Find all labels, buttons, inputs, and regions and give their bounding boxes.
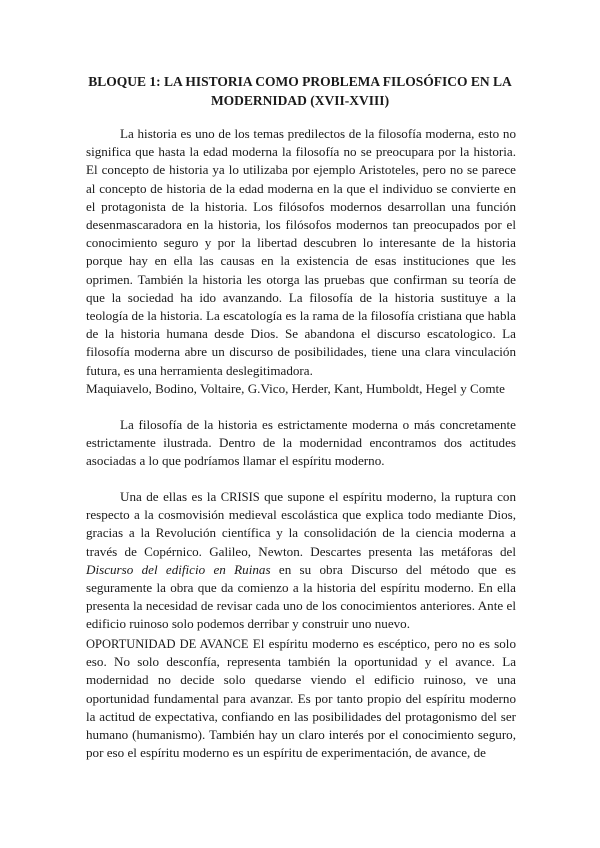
opportunity-heading: OPORTUNIDAD DE AVANCE	[86, 637, 249, 651]
discourse-title: Discurso del edificio en Ruinas	[86, 561, 271, 577]
opportunity-text: El espíritu moderno es escéptico, pero no es solo eso. No solo desconfía, representa también la oportunidad y el avance. La modernidad no decide solo quedarse viendo el edificio ruinoso, ve una oportunidad fundamental para avanzar. Es por tanto propio del espíritu moderno la actitud de expectativa, confiando en las posibilidades del protagonismo del ser humano (humanismo). También hay un claro interés por el conocimiento seguro, por eso el espíritu moderno es un espíritu de experimentación, de avance, de	[86, 636, 516, 761]
paragraph-modern-spirit: La filosofía de la historia es estrictamente moderna o más concretamente estrictamente ilustrada. Dentro de la modernidad encontramos dos actitudes asociadas a lo que podríamos llamar el espíritu moderno.	[86, 417, 516, 469]
paragraph-crisis	[86, 488, 516, 634]
crisis-text-a: Una de ellas es la	[120, 489, 221, 504]
page-title	[86, 72, 514, 110]
crisis-text-c: en su obra Discurso del método que es seguramente la obra que da comienzo a la historia del espíritu moderno. En ella presenta la necesidad de revisar cada uno de los conocimientos anteriores. Ante el edificio ruinoso solo podemos derribar y construir uno nuevo.	[86, 561, 516, 632]
crisis-text-b: que supone el espíritu moderno, la ruptura con respecto a la cosmovisión medieval escolástica que explica todo mediante Dios, gracias a la Revolución científica y la consolidación de la ciencia moderna a través de Copérnico. Galileo, Newton. Descartes presenta las metáforas del	[86, 489, 516, 559]
crisis-term: CRISIS	[220, 490, 260, 504]
title-line-2: MODERNIDAD (XVII-XVIII)	[210, 93, 390, 108]
paragraph-intro: La historia es uno de los temas predilectos de la filosofía moderna, esto no significa que hasta la edad moderna la filosofía no se preocupara por la historia. El concepto de historia ya lo utilizaba por ejemplo Aristoteles, pero no se parece al concepto de historia de la edad moderna en la que el individuo se convierte en el protagonista de la historia. Los filósofos modernos desarrollan una función desenmascaradora en la historia, los filósofos modernos tan preocupados por el conocimiento seguro y por la libertad descubren lo interesante de la historia porque hay en ella las causas en la existencia de esas instituciones que les oprimen. También la historia les otorga las pruebas que confirman su teoría de que la sociedad ha ido avanzando. La filosofía de la historia sustituye a la teología de la historia. La escatología es la rama de la filosofía cristiana que habla de la historia humana desde Dios. Se abandona el discurso escatologico. La filosofía moderna abre un discurso de posibilidades, tiene una clara vinculación futura, es una herramienta deslegitimadora.	[86, 126, 516, 378]
paragraph-opportunity	[86, 635, 516, 762]
title-line-1: BLOQUE 1: LA HISTORIA COMO PROBLEMA FILOSÓFICO EN LA	[88, 74, 512, 89]
authors-list: Maquiavelo, Bodino, Voltaire, G.Vico, Herder, Kant, Humboldt, Hegel y Comte	[86, 381, 505, 396]
